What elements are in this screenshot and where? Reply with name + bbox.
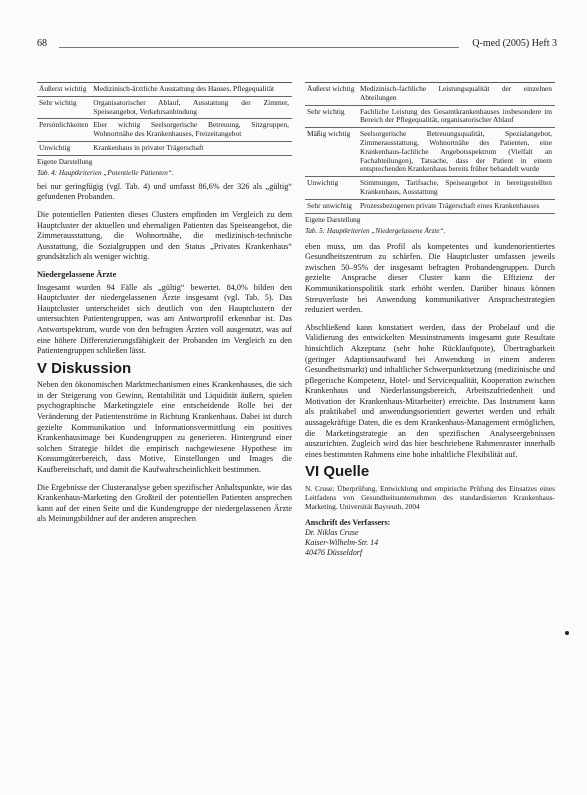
heading-diskussion: V Diskussion xyxy=(37,359,132,377)
table-cell-label: Unwichtig xyxy=(305,177,358,200)
table-row xyxy=(305,199,555,213)
heading-niedergelassene-aerzte: Niedergelassene Ärzte xyxy=(37,269,117,279)
table-cell-label: Sehr unwichtig xyxy=(305,199,358,213)
journal-name: Q-med (2005) Heft 3 xyxy=(472,38,557,49)
table-row xyxy=(305,177,555,200)
table-cell-text: Eher wichtig Seelsorgerische Betreuung, Sitzgruppen, Wohnortnähe des Krankenhauses, Freizeitangebot xyxy=(91,119,292,142)
table-cell-text: Prozessbezogenen private Trägerschaft eines Krankenhauses xyxy=(358,199,555,213)
table-cell-label: Sehr wichtig xyxy=(37,96,91,119)
table-4-caption-text: Tab. 4: Hauptkriterien „Potentielle Patienten“. xyxy=(37,168,174,177)
address-name: Dr. Niklas Cruse xyxy=(305,528,359,538)
table-5 xyxy=(305,82,555,236)
table-cell-text: Krankenhaus in privater Trägerschaft xyxy=(91,141,292,155)
left-paragraph-5: Die Ergebnisse der Clusteranalyse geben spezifischer Anhaltspunkte, wie das Krankenhaus-Marketing den Großteil der potentiellen Patienten ansprechen kann auf der einen Seite und die Kundengruppe der niedergelassenen Ärzte als Meinungsbildner auf der anderen ansprechen xyxy=(37,482,292,524)
table-cell-label: Äußerst wichtig xyxy=(37,83,91,97)
heading-quelle: VI Quelle xyxy=(305,463,370,481)
table-5-caption xyxy=(305,227,555,236)
page-number: 68 xyxy=(37,38,47,49)
table-row xyxy=(37,119,292,142)
table-cell-label: Persönlichkeiten xyxy=(37,119,91,142)
left-column xyxy=(37,82,292,532)
table-4 xyxy=(37,82,292,178)
left-paragraph-1: bei nur geringfügig (vgl. Tab. 4) und umfasst 86,6% der 326 als „gültig“ gefundenen Probanden. xyxy=(37,181,292,202)
table-4-source: Eigene Darstellung xyxy=(37,157,93,166)
left-paragraph-4: Neben den ökonomischen Marktmechanismen eines Krankenhauses, die sich in der Steigerung von Gewinn, Rentabilität und Liquidität äußern, spielen psychographische Marketingziele eine entscheidende Rolle bei der Veränderung der Patientenströme in Richtung Krankenhaus. Dabei ist durch gezielte Kommunikation und Informationsvermittlung ein positives Krankenhausimage bei Kundengruppen zu generieren. Hintergrund einer solchen Strategie bildet die empirisch nachgewiesene Hypothese im Konsumgüterbereich, dass Motive, Einstellungen und Images die Kaufbereitschaft, und damit die Kaufwahrscheinlichkeit bestimmen. xyxy=(37,380,292,475)
table-5-caption-text: Tab. 5: Hauptkriterien „Niedergelassene Ärzte“. xyxy=(305,226,446,235)
left-paragraph-3: Insgesamt wurden 94 Fälle als „gültig“ bewertet. 84,0% bilden den Hauptcluster der niedergelassenen Ärzte insgesamt (vgl. Tab. 5). Das Hauptcluster unterscheidet sich deutlich von den Hauptclustern der untersuchten Patientengruppen, was am Antwortprofil erkennbar ist. Das Antwortspektrum, wurde von den befragten Ärzten voll ausgenutzt, was auf eine höhere Differenzierungsfähigkeit der Probanden im Vergleich zu den Patientengruppen schließen lässt. xyxy=(37,282,292,356)
header-rule xyxy=(59,47,459,48)
table-cell-label: Äußerst wichtig xyxy=(305,83,358,106)
address-street: Kaiser-Wilhelm-Str. 14 xyxy=(305,538,379,548)
table-cell-text: Seelsorgerische Betreuungsqualität, Spezialangebot, Zimmerausstattung, Wohnortnähe des Patienten, eine Krankenhaus-fachliche Angebotsspektrum (Vielfalt an Fachabteilungen), Tatsache, dass der Patient in einem entsprechenden Krankenhaus bereits früher behandelt wurde xyxy=(358,128,555,177)
page-header xyxy=(37,38,557,52)
address-city: 40476 Düsseldorf xyxy=(305,548,363,558)
table-cell-text: Stimmungen, Tarifsache, Speiseangebot in bereitgestellten Krankenhaus, Ausstattung xyxy=(358,177,555,200)
table-cell-text: Fachliche Leistung des Gesamtkrankenhauses insbesondere im Bereich der Pflegequalität, organisatorischer Ablauf xyxy=(358,105,555,128)
table-row xyxy=(37,141,292,155)
table-4-caption xyxy=(37,169,292,178)
left-paragraph-2: Die potentiellen Patienten dieses Clusters empfinden im Vergleich zu dem Hauptcluster der aktuellen und ehemaligen Patienten das Speiseangebot, die Zimmerausstattung, die Wohnortnähe, die medizinisch-technische Ausstattung, die Sozialgruppen und den Status „Privates Krankenhaus“ grundsätzlich als weniger wichtig. xyxy=(37,209,292,262)
table-cell-text: Organisatorischer Ablauf, Ausstattung der Zimmer, Speiseangebot, Verkehrsanbindung xyxy=(91,96,292,119)
table-row xyxy=(37,83,292,97)
table-row xyxy=(37,96,292,119)
table-row xyxy=(305,83,555,106)
right-paragraph-2: Abschließend kann konstatiert werden, dass der Probelauf und die Validierung des entwickelten Messinstruments insgesamt gute Resultate hinsichtlich Akzeptanz (sehr hohe Rücklaufquote), Übertragbarkeit (geringer Adaptionsaufwand bei Anwendung in einem anderen Gesundheitsmarkt) und inhaltlicher Schwerpunktsetzung (medizinische und pflegerische Kompetenz, Hotel- und Servicequalität, Kooperation zwischen Krankenhaus und Niederlassungsbereich, Arbeitszufriedenheit und Motivation der Krankenhaus-Mitarbeiter) erreichte. Das Instrument kann als praktikabel und anwendungsorientiert gewertet werden und erhält aussagekräftige Daten, die es dem Krankenhaus-Management ermöglichen, die Marketingstrategie an den spezifischen Analyseergebnissen auszurichten. Zugleich wird das hier beschriebene Rahmenraster innerhalb eines bestimmten Rahmens eine hohe inhaltliche Flexibilität auf. xyxy=(305,322,555,459)
table-5-source: Eigene Darstellung xyxy=(305,215,361,224)
table-row xyxy=(305,128,555,177)
table-cell-label: Mäßig wichtig xyxy=(305,128,358,177)
table-cell-text: Medizinisch-fachliche Leistungsqualität der einzelnen Abteilungen xyxy=(358,83,555,106)
table-cell-label: Unwichtig xyxy=(37,141,91,155)
author-address xyxy=(305,518,555,558)
table-row xyxy=(305,105,555,128)
right-paragraph-1: eben muss, um das Profil als kompetentes und kundenorientiertes Gesundheitszentrum zu schärfen. Die Hauptcluster umfassen jeweils zwischen 50–95% der insgesamt befragten Probandengruppen. Durch gezielte Ansprache dieser Cluster kann die Effizienz der Kommunikationspolitik stark erhöht werden. Darüber hinaus können Streuverluste bei Anwendung kommunikativer Ansprachestrategien reduziert werden. xyxy=(305,241,555,315)
reference-entry: N. Cruse: Überprüfung, Entwicklung und empirische Prüfung des Einsatzes eines Leitfadens von Gesundheitsunternehmen des standardisierten Krankenhaus-Marketing. Universität Bayreuth, 2004 xyxy=(305,484,555,512)
table-cell-label: Sehr wichtig xyxy=(305,105,358,128)
address-title: Anschrift des Verfassers: xyxy=(305,518,391,528)
table-cell-text: Medizinisch-ärztliche Ausstattung des Hauses, Pflegequalität xyxy=(91,83,292,97)
right-column xyxy=(305,82,555,558)
end-bullet-icon xyxy=(565,631,569,635)
